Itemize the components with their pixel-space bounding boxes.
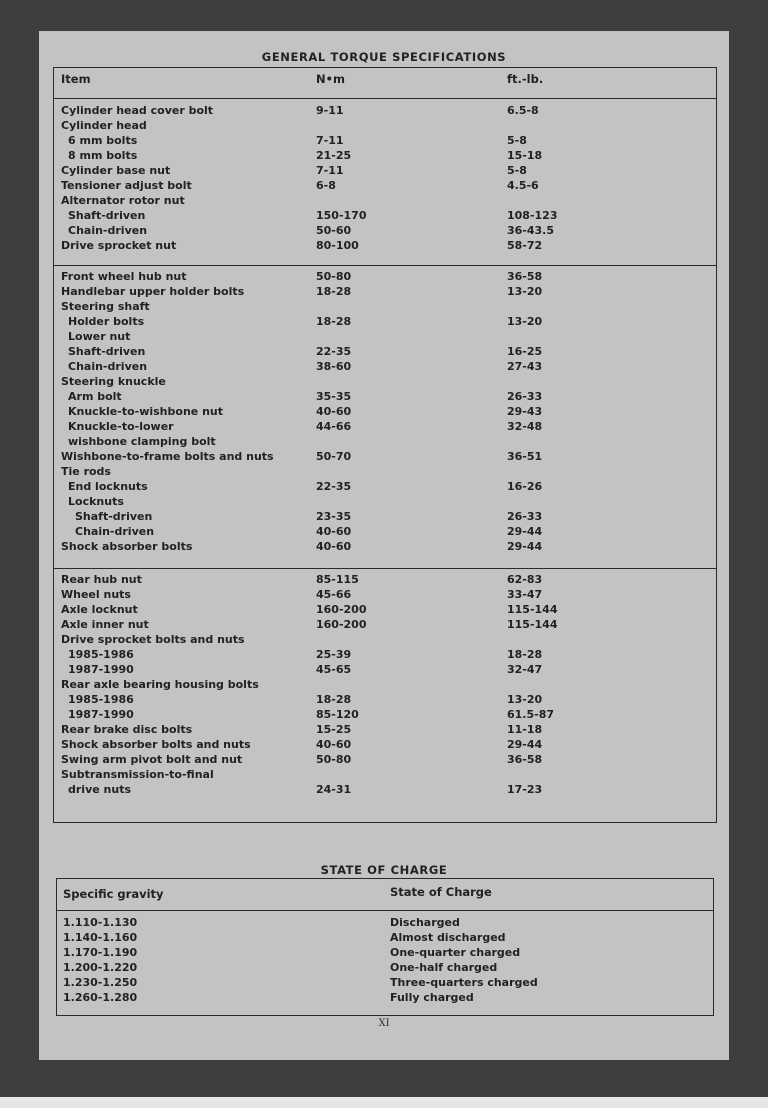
ftlb-cell: 115-144: [507, 603, 558, 616]
item-cell: Steering knuckle: [61, 375, 166, 388]
nm-cell: 15-25: [316, 723, 352, 736]
item-cell: Shaft-driven: [68, 209, 146, 222]
item-cell: Rear brake disc bolts: [61, 723, 193, 736]
state-cell: One-quarter charged: [390, 946, 521, 959]
specific-gravity-cell: 1.200-1.220: [63, 961, 138, 974]
ftlb-cell: 4.5-6: [507, 179, 539, 192]
nm-cell: 21-25: [316, 149, 352, 162]
nm-cell: 50-80: [316, 753, 352, 766]
page-number: XI: [378, 1018, 390, 1029]
item-cell: Rear hub nut: [61, 573, 142, 586]
table-row: [54, 707, 716, 722]
table-row: [54, 602, 716, 617]
table-row: [54, 509, 716, 524]
nm-cell: 85-115: [316, 573, 359, 586]
ftlb-cell: 62-83: [507, 573, 543, 586]
table-row: [54, 389, 716, 404]
item-cell: Wheel nuts: [61, 588, 131, 601]
nm-cell: 50-80: [316, 270, 352, 283]
nm-cell: 45-65: [316, 663, 352, 676]
nm-cell: 40-60: [316, 738, 352, 751]
table-row: [54, 404, 716, 419]
table-row: [54, 148, 716, 163]
manual-page: [39, 31, 729, 1060]
item-cell: 6 mm bolts: [68, 134, 138, 147]
item-cell: Locknuts: [68, 495, 124, 508]
item-cell: Axle locknut: [61, 603, 138, 616]
item-cell: Alternator rotor nut: [61, 194, 185, 207]
section-divider: [54, 265, 716, 266]
ftlb-cell: 32-47: [507, 663, 543, 676]
ftlb-cell: 6.5-8: [507, 104, 539, 117]
table-row: [54, 752, 716, 767]
table-row: [54, 449, 716, 464]
table-row: [54, 208, 716, 223]
table-row: [57, 960, 713, 975]
item-cell: Cylinder base nut: [61, 164, 171, 177]
table-row: [54, 133, 716, 148]
ftlb-cell: 16-26: [507, 480, 543, 493]
ftlb-cell: 36-51: [507, 450, 543, 463]
nm-cell: 7-11: [316, 164, 344, 177]
ftlb-cell: 29-44: [507, 525, 543, 538]
ftlb-cell: 36-58: [507, 753, 543, 766]
table-row: [54, 374, 716, 389]
item-cell: Drive sprocket bolts and nuts: [61, 633, 245, 646]
item-cell: Handlebar upper holder bolts: [61, 285, 245, 298]
table-row: [54, 677, 716, 692]
item-cell: 1987-1990: [68, 708, 134, 721]
ftlb-cell: 29-44: [507, 540, 543, 553]
ftlb-cell: 13-20: [507, 315, 543, 328]
ftlb-cell: 61.5-87: [507, 708, 555, 721]
nm-cell: 80-100: [316, 239, 359, 252]
item-cell: Arm bolt: [68, 390, 122, 403]
specific-gravity-cell: 1.140-1.160: [63, 931, 138, 944]
nm-cell: 18-28: [316, 285, 352, 298]
item-cell: Axle inner nut: [61, 618, 149, 631]
nm-cell: 50-70: [316, 450, 352, 463]
table-row: [54, 314, 716, 329]
table-row: [54, 299, 716, 314]
item-cell: Knuckle-to-lower: [68, 420, 174, 433]
nm-cell: 6-8: [316, 179, 336, 192]
ftlb-cell: 36-58: [507, 270, 543, 283]
state-cell: Three-quarters charged: [390, 976, 538, 989]
item-cell: 1985-1986: [68, 648, 134, 661]
nm-cell: 85-120: [316, 708, 359, 721]
nm-cell: 45-66: [316, 588, 352, 601]
table-row: [54, 464, 716, 479]
charge-table-title: STATE OF CHARGE: [320, 863, 448, 877]
table-row: [54, 269, 716, 284]
nm-cell: 25-39: [316, 648, 352, 661]
section-divider: [54, 568, 716, 569]
header-divider: [54, 98, 716, 99]
item-cell: Front wheel hub nut: [61, 270, 187, 283]
item-cell: 1985-1986: [68, 693, 134, 706]
table-row: [54, 178, 716, 193]
nm-cell: 160-200: [316, 603, 367, 616]
ftlb-cell: 32-48: [507, 420, 543, 433]
table-row: [54, 587, 716, 602]
item-cell: Rear axle bearing housing bolts: [61, 678, 259, 691]
item-cell: Shaft-driven: [68, 345, 146, 358]
table-row: [54, 494, 716, 509]
column-header-nm: N•m: [316, 72, 345, 86]
nm-cell: 40-60: [316, 540, 352, 553]
table-row: [54, 163, 716, 178]
nm-cell: 35-35: [316, 390, 352, 403]
table-row: [54, 344, 716, 359]
torque-table: [53, 67, 717, 823]
state-cell: One-half charged: [390, 961, 498, 974]
table-row: [54, 632, 716, 647]
specific-gravity-cell: 1.170-1.190: [63, 946, 138, 959]
ftlb-cell: 17-23: [507, 783, 543, 796]
ftlb-cell: 13-20: [507, 285, 543, 298]
torque-table-title: GENERAL TORQUE SPECIFICATIONS: [261, 50, 507, 64]
table-row: [54, 572, 716, 587]
nm-cell: 40-60: [316, 405, 352, 418]
ftlb-cell: 26-33: [507, 510, 543, 523]
nm-cell: 160-200: [316, 618, 367, 631]
table-row: [54, 238, 716, 253]
item-cell: Steering shaft: [61, 300, 150, 313]
ftlb-cell: 5-8: [507, 134, 527, 147]
item-cell: Drive sprocket nut: [61, 239, 177, 252]
ftlb-cell: 16-25: [507, 345, 543, 358]
charge-table: [56, 878, 714, 1016]
ftlb-cell: 58-72: [507, 239, 543, 252]
nm-cell: 18-28: [316, 315, 352, 328]
table-row: [54, 647, 716, 662]
nm-cell: 22-35: [316, 480, 352, 493]
table-row: [54, 767, 716, 782]
table-row: [54, 329, 716, 344]
item-cell: Swing arm pivot bolt and nut: [61, 753, 243, 766]
item-cell: Knuckle-to-wishbone nut: [68, 405, 223, 418]
table-row: [54, 617, 716, 632]
item-cell: 8 mm bolts: [68, 149, 138, 162]
nm-cell: 18-28: [316, 693, 352, 706]
table-row: [54, 524, 716, 539]
item-cell: Subtransmission-to-final: [61, 768, 214, 781]
item-cell: Shaft-driven: [75, 510, 153, 523]
table-row: [54, 103, 716, 118]
item-cell: Chain-driven: [68, 360, 148, 373]
specific-gravity-cell: 1.110-1.130: [63, 916, 138, 929]
item-cell: 1987-1990: [68, 663, 134, 676]
state-cell: Almost discharged: [390, 931, 506, 944]
table-row: [54, 662, 716, 677]
nm-cell: 44-66: [316, 420, 352, 433]
item-cell: End locknuts: [68, 480, 148, 493]
table-row: [54, 284, 716, 299]
ftlb-cell: 18-28: [507, 648, 543, 661]
ftlb-cell: 5-8: [507, 164, 527, 177]
table-row: [54, 118, 716, 133]
table-row: [57, 915, 713, 930]
item-cell: Lower nut: [68, 330, 131, 343]
ftlb-cell: 27-43: [507, 360, 543, 373]
table-row: [54, 479, 716, 494]
ftlb-cell: 115-144: [507, 618, 558, 631]
table-row: [54, 539, 716, 554]
item-cell: Tie rods: [61, 465, 111, 478]
item-cell: Shock absorber bolts and nuts: [61, 738, 251, 751]
table-row: [54, 434, 716, 449]
table-row: [54, 737, 716, 752]
item-cell: Holder bolts: [68, 315, 145, 328]
table-row: [57, 975, 713, 990]
table-row: [54, 359, 716, 374]
state-cell: Fully charged: [390, 991, 474, 1004]
item-cell: Cylinder head: [61, 119, 147, 132]
ftlb-cell: 11-18: [507, 723, 543, 736]
ftlb-cell: 33-47: [507, 588, 543, 601]
nm-cell: 23-35: [316, 510, 352, 523]
ftlb-cell: 26-33: [507, 390, 543, 403]
column-header-specific-gravity: Specific gravity: [63, 887, 164, 901]
table-row: [54, 223, 716, 238]
ftlb-cell: 36-43.5: [507, 224, 555, 237]
ftlb-cell: 29-44: [507, 738, 543, 751]
table-row: [54, 782, 716, 797]
item-cell: drive nuts: [68, 783, 131, 796]
specific-gravity-cell: 1.230-1.250: [63, 976, 138, 989]
nm-cell: 9-11: [316, 104, 344, 117]
nm-cell: 40-60: [316, 525, 352, 538]
table-row: [57, 930, 713, 945]
nm-cell: 50-60: [316, 224, 352, 237]
table-row: [54, 722, 716, 737]
column-header-state-of-charge: State of Charge: [390, 885, 492, 899]
item-cell: Cylinder head cover bolt: [61, 104, 214, 117]
header-divider: [57, 910, 713, 911]
item-cell: Shock absorber bolts: [61, 540, 193, 553]
column-header-ftlb: ft.-lb.: [507, 72, 544, 86]
table-row: [54, 692, 716, 707]
nm-cell: 7-11: [316, 134, 344, 147]
table-row: [57, 990, 713, 1005]
specific-gravity-cell: 1.260-1.280: [63, 991, 138, 1004]
item-cell: Tensioner adjust bolt: [61, 179, 192, 192]
ftlb-cell: 108-123: [507, 209, 558, 222]
table-row: [57, 945, 713, 960]
table-row: [54, 419, 716, 434]
nm-cell: 150-170: [316, 209, 367, 222]
nm-cell: 24-31: [316, 783, 352, 796]
ftlb-cell: 29-43: [507, 405, 543, 418]
ftlb-cell: 15-18: [507, 149, 543, 162]
item-cell: Wishbone-to-frame bolts and nuts: [61, 450, 274, 463]
column-header-item: Item: [61, 72, 91, 86]
table-row: [54, 193, 716, 208]
nm-cell: 22-35: [316, 345, 352, 358]
item-cell: Chain-driven: [75, 525, 155, 538]
nm-cell: 38-60: [316, 360, 352, 373]
ftlb-cell: 13-20: [507, 693, 543, 706]
item-cell: wishbone clamping bolt: [68, 435, 216, 448]
item-cell: Chain-driven: [68, 224, 148, 237]
state-cell: Discharged: [390, 916, 460, 929]
scan-edge: [0, 1097, 768, 1108]
